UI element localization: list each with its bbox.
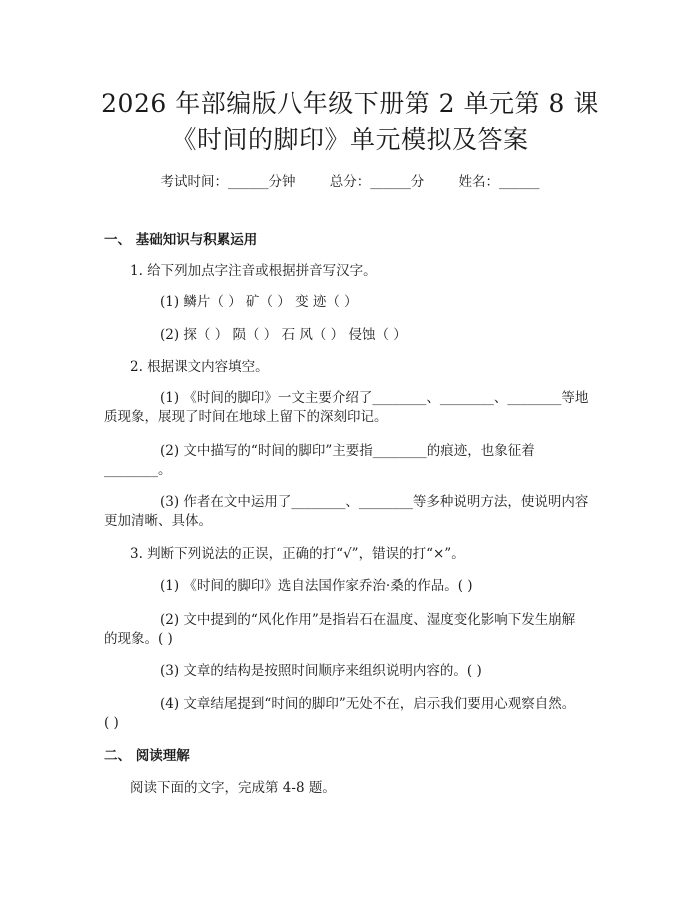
question-2-stem: 2. 根据课文内容填空。 xyxy=(130,359,269,375)
question-3-sub-2-line-2: 的现象。( ) xyxy=(104,631,173,647)
question-3-sub-1: (1) 《时间的脚印》选自法国作家乔治·桑的作品。( ) xyxy=(160,578,473,594)
question-2-sub-2-line-1: (2) 文中描写的“时间的脚印”主要指________的痕迹，也象征着 xyxy=(160,443,535,459)
student-name-field: 姓名：______ xyxy=(458,174,540,190)
question-3-sub-3: (3) 文章的结构是按照时间顺序来组织说明内容的。( ) xyxy=(160,663,482,679)
question-1-line-1: (1) 鳞片（ ） 矿（ ） 变 迹（ ） xyxy=(160,294,358,310)
question-2-sub-2-line-2: ________。 xyxy=(104,462,172,478)
question-3-sub-4-line-1: (4) 文章结尾提到“时间的脚印”无处不在，启示我们要用心观察自然。 xyxy=(160,696,576,712)
total-score-field: 总分：______分 xyxy=(329,174,425,190)
title-line-2: 《时间的脚印》单元模拟及答案 xyxy=(171,125,529,154)
reading-intro: 阅读下面的文字，完成第 4-8 题。 xyxy=(130,780,336,796)
section-2-heading: 二、 阅读理解 xyxy=(104,748,190,764)
exam-time-field: 考试时间：______分钟 xyxy=(160,174,296,190)
question-3-stem: 3. 判断下列说法的正误，正确的打“√”，错误的打“×”。 xyxy=(130,546,465,562)
question-3-sub-4-line-2: ( ) xyxy=(104,715,119,731)
exam-meta-row xyxy=(0,170,700,190)
section-1-heading: 一、 基础知识与积累运用 xyxy=(104,232,258,248)
question-2-sub-1-line-2: 质现象，展现了时间在地球上留下的深刻印记。 xyxy=(104,409,388,425)
title-line-1: 2026 年部编版八年级下册第 2 单元第 8 课 xyxy=(101,89,599,118)
question-2-sub-3-line-1: (3) 作者在文中运用了________、________等多种说明方法，使说明内容 xyxy=(160,494,589,510)
question-2-sub-3-line-2: 更加清晰、具体。 xyxy=(104,513,212,529)
question-1-line-2: (2) 探（ ） 陨（ ） 石 风（ ） 侵蚀（ ） xyxy=(160,327,407,343)
question-1-stem: 1. 给下列加点字注音或根据拼音写汉字。 xyxy=(130,263,377,279)
question-3-sub-2-line-1: (2) 文中提到的“风化作用”是指岩石在温度、湿度变化影响下发生崩解 xyxy=(160,612,576,628)
question-2-sub-1-line-1: (1) 《时间的脚印》一文主要介绍了________、________、________等地 xyxy=(160,390,589,406)
